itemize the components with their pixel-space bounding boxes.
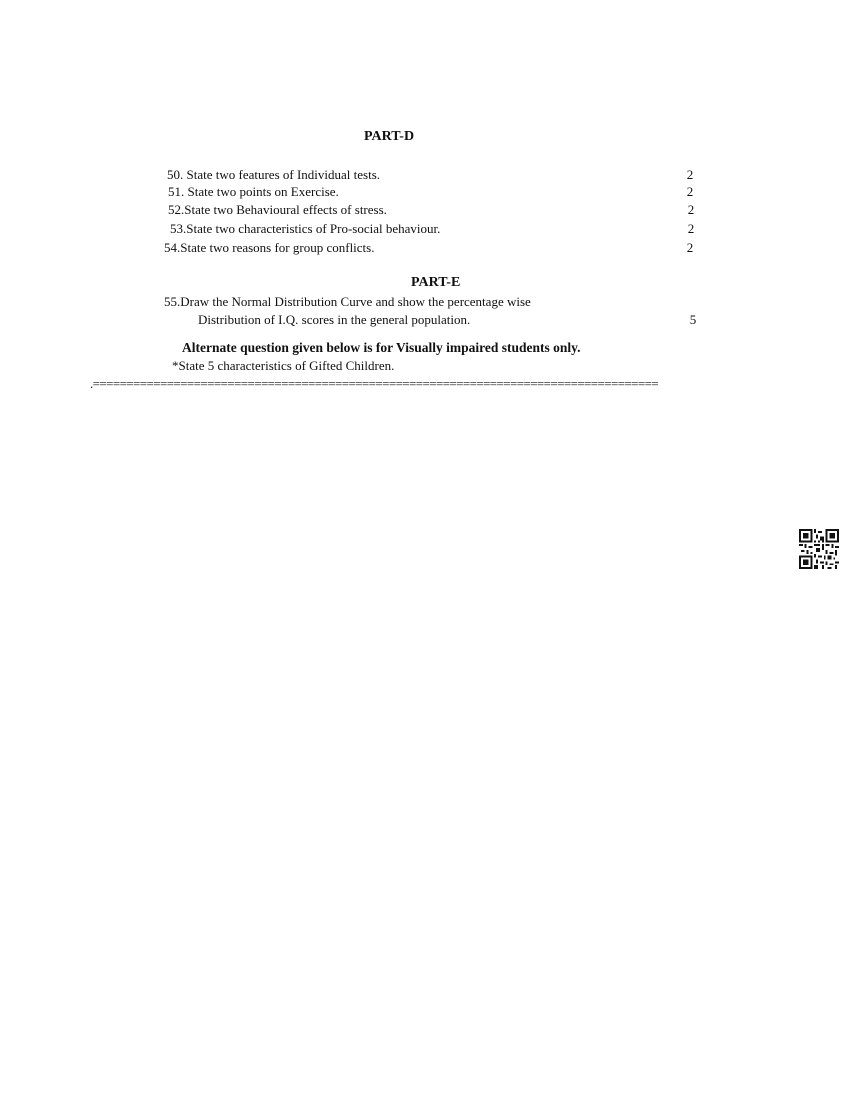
qr-code-icon bbox=[799, 529, 839, 569]
question-54: 54.State two reasons for group conflicts. bbox=[164, 240, 375, 255]
question-55-marks: 5 bbox=[689, 312, 697, 327]
question-53-marks: 2 bbox=[687, 221, 695, 236]
question-50: 50. State two features of Individual tests. bbox=[167, 167, 381, 182]
question-51: 51. State two points on Exercise. bbox=[168, 184, 339, 199]
question-50-marks: 2 bbox=[686, 167, 694, 182]
question-51-marks: 2 bbox=[686, 184, 694, 199]
part-d-heading: PART-D bbox=[364, 129, 415, 144]
alternate-question: *State 5 characteristics of Gifted Children. bbox=[172, 358, 395, 373]
question-55-line1: 55.Draw the Normal Distribution Curve and show the percentage wise bbox=[164, 294, 531, 309]
alternate-question-note: Alternate question given below is for Visually impaired students only. bbox=[182, 340, 581, 355]
question-55-line2: Distribution of I.Q. scores in the general population. bbox=[198, 312, 471, 327]
question-53: 53.State two characteristics of Pro-social behaviour. bbox=[170, 221, 441, 236]
end-divider: .==================================================================================== bbox=[90, 377, 659, 391]
part-e-heading: PART-E bbox=[411, 275, 461, 290]
question-52: 52.State two Behavioural effects of stress. bbox=[168, 202, 387, 217]
question-54-marks: 2 bbox=[686, 240, 694, 255]
question-52-marks: 2 bbox=[687, 202, 695, 217]
